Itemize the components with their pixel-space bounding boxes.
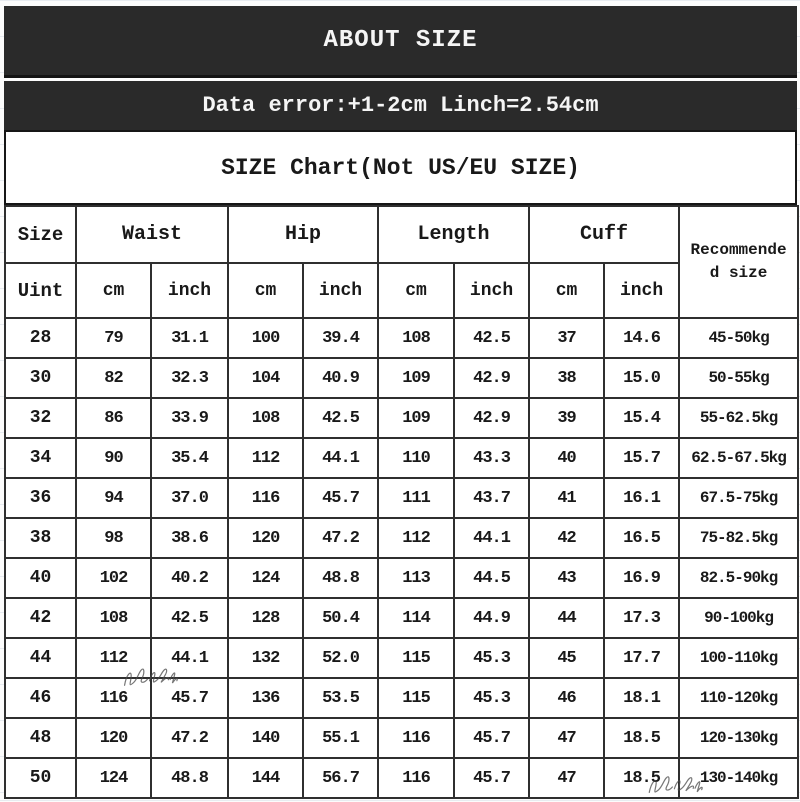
table-row	[5, 438, 798, 478]
value-cell: 112	[228, 438, 303, 478]
value-cell: 16.9	[604, 558, 679, 598]
value-cell: 112	[76, 638, 151, 678]
value-cell: 42.5	[151, 598, 228, 638]
recommend-cell: 100-110kg	[679, 638, 798, 678]
value-cell: 115	[378, 638, 454, 678]
size-cell: 50	[5, 758, 76, 798]
value-cell: 82	[76, 358, 151, 398]
value-cell: 15.7	[604, 438, 679, 478]
recommend-cell: 75-82.5kg	[679, 518, 798, 558]
value-cell: 47	[529, 758, 604, 798]
size-column-header: Size	[5, 206, 76, 263]
value-cell: 115	[378, 678, 454, 718]
value-cell: 43.3	[454, 438, 529, 478]
value-cell: 14.6	[604, 318, 679, 358]
table-row	[5, 478, 798, 518]
value-cell: 86	[76, 398, 151, 438]
value-cell: 94	[76, 478, 151, 518]
recommended-size-header-line1: Recommende	[690, 240, 787, 259]
recommend-cell: 110-120kg	[679, 678, 798, 718]
table-row	[5, 638, 798, 678]
table-row	[5, 518, 798, 558]
value-cell: 50.4	[303, 598, 378, 638]
value-cell: 47.2	[151, 718, 228, 758]
value-cell: 116	[378, 718, 454, 758]
value-cell: 40.9	[303, 358, 378, 398]
data-error-banner	[4, 81, 797, 130]
value-cell: 45.7	[454, 718, 529, 758]
value-cell: 16.1	[604, 478, 679, 518]
value-cell: 112	[378, 518, 454, 558]
value-cell: 116	[378, 758, 454, 798]
value-cell: 32.3	[151, 358, 228, 398]
recommend-cell: 130-140kg	[679, 758, 798, 798]
value-cell: 108	[228, 398, 303, 438]
value-cell: 109	[378, 358, 454, 398]
value-cell: 111	[378, 478, 454, 518]
table-row	[5, 318, 798, 358]
recommend-cell: 90-100kg	[679, 598, 798, 638]
value-cell: 102	[76, 558, 151, 598]
value-cell: 52.0	[303, 638, 378, 678]
value-cell: 55.1	[303, 718, 378, 758]
length-group-header: Length	[378, 206, 529, 263]
value-cell: 53.5	[303, 678, 378, 718]
value-cell: 44.1	[151, 638, 228, 678]
value-cell: 15.4	[604, 398, 679, 438]
value-cell: 128	[228, 598, 303, 638]
recommended-size-header-line2: d size	[709, 264, 768, 282]
value-cell: 114	[378, 598, 454, 638]
value-cell: 79	[76, 318, 151, 358]
value-cell: 42	[529, 518, 604, 558]
size-cell: 32	[5, 398, 76, 438]
recommend-cell: 45-50kg	[679, 318, 798, 358]
value-cell: 45.7	[151, 678, 228, 718]
value-cell: 17.7	[604, 638, 679, 678]
hip-inch-header: inch	[303, 263, 378, 318]
table-row	[5, 358, 798, 398]
value-cell: 15.0	[604, 358, 679, 398]
value-cell: 38	[529, 358, 604, 398]
unit-column-header: Uint	[5, 263, 76, 318]
table-row	[5, 758, 798, 798]
size-cell: 38	[5, 518, 76, 558]
value-cell: 41	[529, 478, 604, 518]
value-cell: 42.5	[303, 398, 378, 438]
value-cell: 42.9	[454, 358, 529, 398]
value-cell: 109	[378, 398, 454, 438]
value-cell: 98	[76, 518, 151, 558]
value-cell: 37.0	[151, 478, 228, 518]
value-cell: 31.1	[151, 318, 228, 358]
group-header-row	[5, 206, 798, 263]
value-cell: 18.5	[604, 718, 679, 758]
recommend-cell: 62.5-67.5kg	[679, 438, 798, 478]
value-cell: 136	[228, 678, 303, 718]
about-size-title: ABOUT SIZE	[323, 27, 478, 54]
value-cell: 42.9	[454, 398, 529, 438]
value-cell: 40	[529, 438, 604, 478]
value-cell: 18.1	[604, 678, 679, 718]
size-cell: 44	[5, 638, 76, 678]
table-row	[5, 678, 798, 718]
value-cell: 113	[378, 558, 454, 598]
value-cell: 18.5	[604, 758, 679, 798]
size-chart-title: SIZE Chart(Not US/EU SIZE)	[221, 154, 580, 181]
size-table	[4, 205, 799, 799]
value-cell: 43	[529, 558, 604, 598]
cuff-cm-header: cm	[529, 263, 604, 318]
value-cell: 37	[529, 318, 604, 358]
value-cell: 45.7	[454, 758, 529, 798]
about-size-banner	[4, 6, 797, 78]
value-cell: 90	[76, 438, 151, 478]
size-cell: 28	[5, 318, 76, 358]
cuff-inch-header: inch	[604, 263, 679, 318]
size-cell: 30	[5, 358, 76, 398]
value-cell: 40.2	[151, 558, 228, 598]
value-cell: 43.7	[454, 478, 529, 518]
value-cell: 47.2	[303, 518, 378, 558]
value-cell: 108	[76, 598, 151, 638]
value-cell: 16.5	[604, 518, 679, 558]
recommend-cell: 67.5-75kg	[679, 478, 798, 518]
size-table-body	[5, 318, 798, 798]
value-cell: 42.5	[454, 318, 529, 358]
value-cell: 39	[529, 398, 604, 438]
value-cell: 45.3	[454, 638, 529, 678]
size-cell: 48	[5, 718, 76, 758]
size-cell: 34	[5, 438, 76, 478]
table-row	[5, 558, 798, 598]
value-cell: 144	[228, 758, 303, 798]
value-cell: 104	[228, 358, 303, 398]
waist-cm-header: cm	[76, 263, 151, 318]
table-row	[5, 598, 798, 638]
data-error-note: Data error:+1-2cm Linch=2.54cm	[202, 93, 599, 118]
value-cell: 124	[76, 758, 151, 798]
size-cell: 40	[5, 558, 76, 598]
value-cell: 100	[228, 318, 303, 358]
hip-cm-header: cm	[228, 263, 303, 318]
value-cell: 44	[529, 598, 604, 638]
recommend-cell: 120-130kg	[679, 718, 798, 758]
size-cell: 42	[5, 598, 76, 638]
value-cell: 48.8	[303, 558, 378, 598]
value-cell: 46	[529, 678, 604, 718]
value-cell: 45.3	[454, 678, 529, 718]
value-cell: 56.7	[303, 758, 378, 798]
value-cell: 17.3	[604, 598, 679, 638]
value-cell: 120	[228, 518, 303, 558]
value-cell: 39.4	[303, 318, 378, 358]
value-cell: 116	[76, 678, 151, 718]
value-cell: 45	[529, 638, 604, 678]
value-cell: 48.8	[151, 758, 228, 798]
value-cell: 45.7	[303, 478, 378, 518]
value-cell: 44.1	[454, 518, 529, 558]
value-cell: 124	[228, 558, 303, 598]
hip-group-header: Hip	[228, 206, 378, 263]
length-cm-header: cm	[378, 263, 454, 318]
value-cell: 108	[378, 318, 454, 358]
cuff-group-header: Cuff	[529, 206, 679, 263]
table-row	[5, 718, 798, 758]
value-cell: 47	[529, 718, 604, 758]
size-chart-title-box	[4, 130, 797, 205]
recommend-cell: 82.5-90kg	[679, 558, 798, 598]
value-cell: 140	[228, 718, 303, 758]
value-cell: 33.9	[151, 398, 228, 438]
value-cell: 116	[228, 478, 303, 518]
waist-inch-header: inch	[151, 263, 228, 318]
size-cell: 36	[5, 478, 76, 518]
waist-group-header: Waist	[76, 206, 228, 263]
value-cell: 110	[378, 438, 454, 478]
value-cell: 35.4	[151, 438, 228, 478]
value-cell: 38.6	[151, 518, 228, 558]
recommend-cell: 55-62.5kg	[679, 398, 798, 438]
recommended-size-header	[679, 206, 798, 318]
value-cell: 44.9	[454, 598, 529, 638]
size-cell: 46	[5, 678, 76, 718]
value-cell: 132	[228, 638, 303, 678]
recommend-cell: 50-55kg	[679, 358, 798, 398]
length-inch-header: inch	[454, 263, 529, 318]
value-cell: 44.1	[303, 438, 378, 478]
value-cell: 44.5	[454, 558, 529, 598]
value-cell: 120	[76, 718, 151, 758]
table-row	[5, 398, 798, 438]
